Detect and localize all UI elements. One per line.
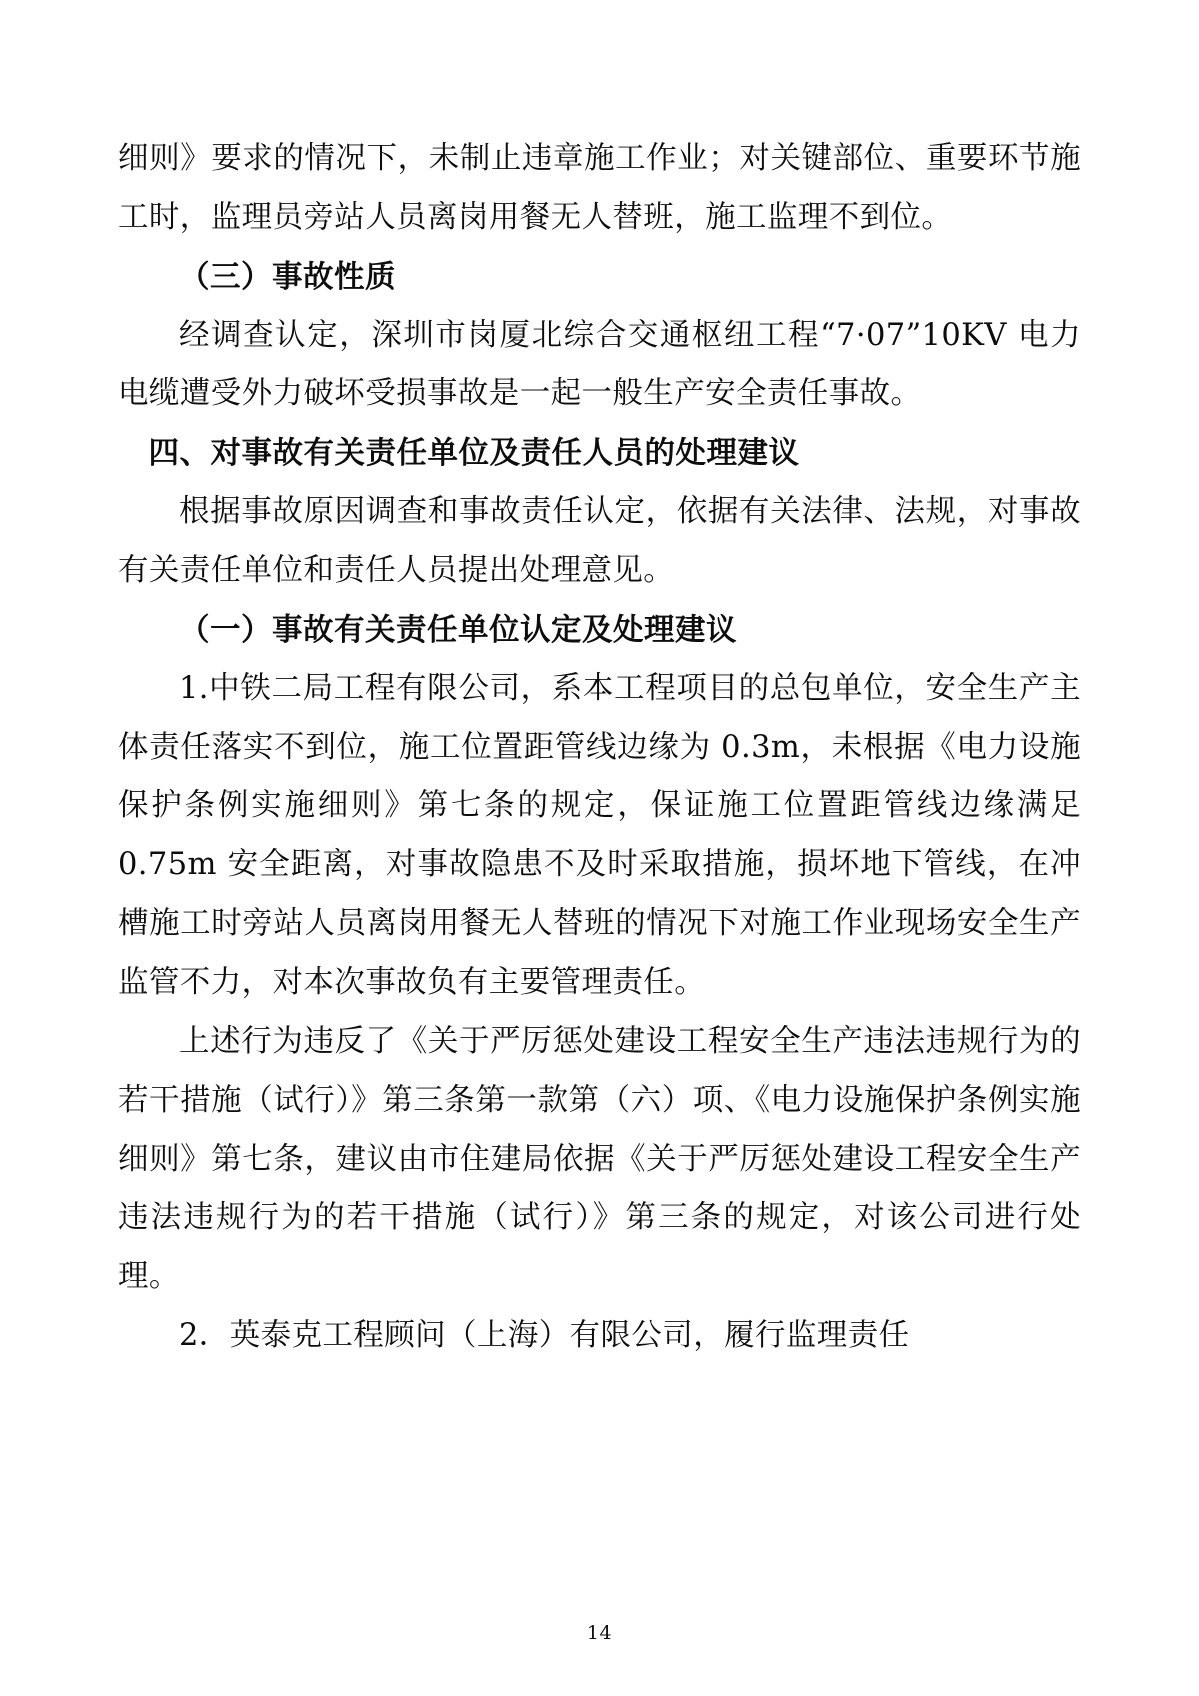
paragraph-unit-1-violation: 上述行为违反了《关于严厉惩处建设工程安全生产违法违规行为的若干措施（试行）》第三条第一款第（六）项、《电力设施保护条例实施细则》第七条，建议由市住建局依据《关于严厉惩处建设工程安全生产违法违规行为的若干措施（试行）》第三条的规定，对该公司进行处理。 bbox=[118, 1023, 1081, 1295]
paragraph-unit-1: 1.中铁二局工程有限公司，系本工程项目的总包单位，安全生产主体责任落实不到位，施工位置距管线边缘为 0.3m，未根据《电力设施保护条例实施细则》第七条的规定，保证施工位置距管线边缘满足 0.75m 安全距离，对事故隐患不及时采取措施，损坏地下管线，在冲槽施工时旁站人员离岗用餐无人替班的情况下对施工作业现场安全生产监管不力，对本次事故负有主要管理责任。 bbox=[118, 670, 1081, 1001]
paragraph-handling-basis: 根据事故原因调查和事故责任认定，依据有关法律、法规，对事故有关责任单位和责任人员提出处理意见。 bbox=[118, 494, 1081, 589]
page-number: 14 bbox=[586, 1622, 613, 1644]
paragraph-accident-nature: 经调查认定，深圳市岗厦北综合交通枢纽工程“7·07”10KV 电力电缆遭受外力破坏受损事故是一起一般生产安全责任事故。 bbox=[118, 317, 1081, 412]
section-heading-accident-nature: （三）事故性质 bbox=[179, 258, 396, 295]
section-heading-responsible-units: （一）事故有关责任单位认定及处理建议 bbox=[179, 611, 737, 648]
section-heading-part-four: 四、对事故有关责任单位及责任人员的处理建议 bbox=[148, 435, 800, 472]
paragraph-continuation: 细则》要求的情况下，未制止违章施工作业；对关键部位、重要环节施工时，监理员旁站人员离岗用餐无人替班，施工监理不到位。 bbox=[118, 141, 1081, 235]
document-body bbox=[118, 130, 1081, 1366]
paragraph-unit-2: 2．英泰克工程顾问（上海）有限公司，履行监理责任 bbox=[179, 1318, 910, 1354]
